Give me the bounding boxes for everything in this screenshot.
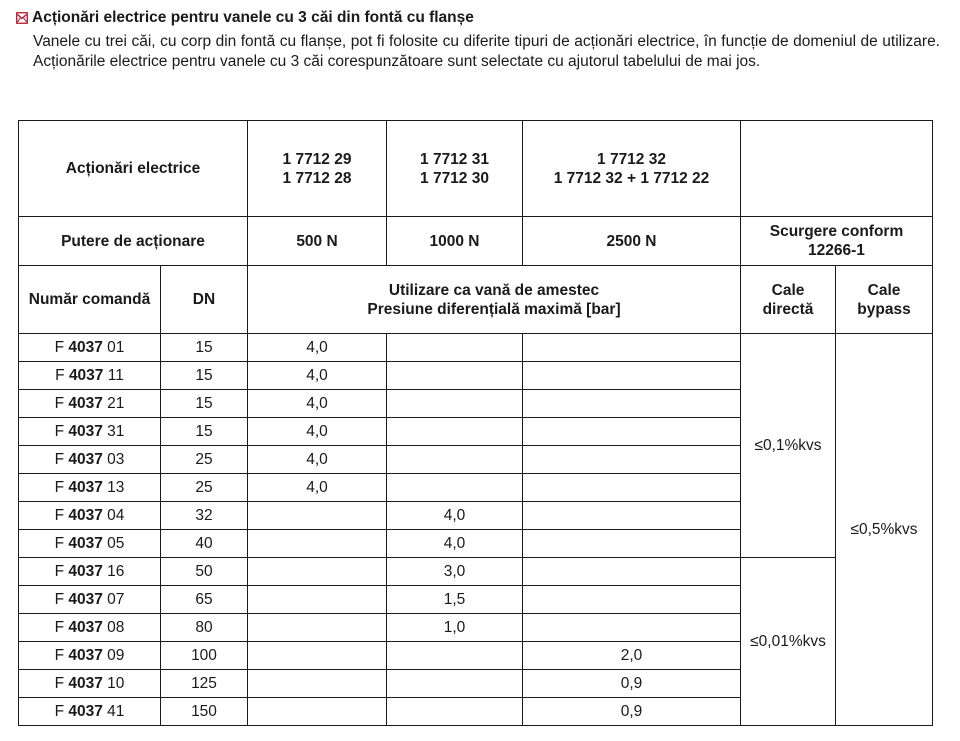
actuator-col-1: 1 7712 29 1 7712 28 [248, 121, 387, 217]
bypass-path-header: Cale bypass [836, 266, 933, 334]
actuator-col-2: 1 7712 31 1 7712 30 [387, 121, 523, 217]
pressure-cell-1000n [387, 390, 523, 418]
pressure-cell-1000n [387, 446, 523, 474]
header-row-force [19, 217, 933, 266]
dn-header: DN [161, 266, 248, 334]
pressure-cell-500n [248, 670, 387, 698]
pressure-cell-2500n [523, 586, 741, 614]
section-heading [16, 8, 946, 28]
table-row [19, 558, 933, 586]
leakage-standard-label: Scurgere conform 12266-1 [741, 217, 933, 266]
pressure-cell-500n: 4,0 [248, 446, 387, 474]
direct-leakage-cell-1: ≤0,1%kvs [741, 334, 836, 558]
order-number-cell: F 4037 08 [19, 614, 161, 642]
order-number-cell: F 4037 04 [19, 502, 161, 530]
pressure-cell-2500n: 2,0 [523, 642, 741, 670]
pressure-cell-2500n [523, 558, 741, 586]
pressure-cell-2500n: 0,9 [523, 698, 741, 726]
actuator-empty-cell [741, 121, 933, 217]
dn-cell: 25 [161, 474, 248, 502]
dn-cell: 65 [161, 586, 248, 614]
pressure-cell-1000n [387, 362, 523, 390]
order-number-cell: F 4037 10 [19, 670, 161, 698]
pressure-cell-2500n [523, 362, 741, 390]
dn-cell: 15 [161, 362, 248, 390]
dn-cell: 40 [161, 530, 248, 558]
force-col-1: 500 N [248, 217, 387, 266]
direct-leakage-cell-2: ≤0,01%kvs [741, 558, 836, 726]
pressure-cell-500n [248, 642, 387, 670]
pressure-cell-2500n [523, 446, 741, 474]
pressure-cell-1000n [387, 474, 523, 502]
order-number-cell: F 4037 13 [19, 474, 161, 502]
pressure-cell-500n: 4,0 [248, 362, 387, 390]
actuator-selection-table [18, 120, 933, 726]
pressure-cell-1000n [387, 642, 523, 670]
pressure-cell-500n [248, 530, 387, 558]
intro-paragraph: Vanele cu trei căi, cu corp din fontă cu flanșe, pot fi folosite cu diferite tipuri de acționări electrice, în funcție de domeniul de utilizare. Acționările electrice pentru vanele cu 3 căi corespunzătoare sunt selectate cu ajutorul tabelului de mai jos. [33, 33, 940, 70]
order-number-cell: F 4037 05 [19, 530, 161, 558]
dn-cell: 50 [161, 558, 248, 586]
pressure-cell-1000n: 1,0 [387, 614, 523, 642]
pressure-cell-2500n [523, 502, 741, 530]
table-row [19, 334, 933, 362]
pressure-cell-500n [248, 502, 387, 530]
order-number-header: Număr comandă [19, 266, 161, 334]
actuator-col-3: 1 7712 32 1 7712 32 + 1 7712 22 [523, 121, 741, 217]
dn-cell: 100 [161, 642, 248, 670]
usage-header: Utilizare ca vană de amestec Presiune diferențială maximă [bar] [248, 266, 741, 334]
dn-cell: 32 [161, 502, 248, 530]
pressure-cell-500n [248, 614, 387, 642]
pressure-cell-500n: 4,0 [248, 390, 387, 418]
direct-path-header: Cale directă [741, 266, 836, 334]
pressure-cell-1000n: 3,0 [387, 558, 523, 586]
dn-cell: 80 [161, 614, 248, 642]
order-number-cell: F 4037 07 [19, 586, 161, 614]
section-title: Acționări electrice pentru vanele cu 3 căi din fontă cu flanșe [32, 9, 474, 26]
dn-cell: 15 [161, 390, 248, 418]
pressure-cell-1000n: 4,0 [387, 502, 523, 530]
pressure-cell-500n: 4,0 [248, 474, 387, 502]
pressure-cell-500n [248, 586, 387, 614]
header-row-columns [19, 266, 933, 334]
order-number-cell: F 4037 21 [19, 390, 161, 418]
order-number-cell: F 4037 11 [19, 362, 161, 390]
pressure-cell-2500n [523, 614, 741, 642]
pressure-cell-2500n [523, 334, 741, 362]
dn-cell: 150 [161, 698, 248, 726]
pressure-cell-500n: 4,0 [248, 418, 387, 446]
order-number-cell: F 4037 16 [19, 558, 161, 586]
pressure-cell-2500n [523, 418, 741, 446]
force-col-2: 1000 N [387, 217, 523, 266]
order-number-cell: F 4037 09 [19, 642, 161, 670]
dn-cell: 25 [161, 446, 248, 474]
bypass-leakage-cell: ≤0,5%kvs [836, 334, 933, 726]
pressure-cell-500n [248, 558, 387, 586]
dn-cell: 15 [161, 418, 248, 446]
envelope-icon [16, 12, 28, 24]
force-col-3: 2500 N [523, 217, 741, 266]
order-number-cell: F 4037 41 [19, 698, 161, 726]
force-label: Putere de acționare [19, 217, 248, 266]
pressure-cell-2500n [523, 390, 741, 418]
actuators-label: Acționări electrice [19, 121, 248, 217]
pressure-cell-1000n [387, 418, 523, 446]
pressure-cell-1000n [387, 698, 523, 726]
pressure-cell-2500n: 0,9 [523, 670, 741, 698]
pressure-cell-500n: 4,0 [248, 334, 387, 362]
order-number-cell: F 4037 01 [19, 334, 161, 362]
header-row-actuators [19, 121, 933, 217]
pressure-cell-1000n [387, 670, 523, 698]
pressure-cell-2500n [523, 530, 741, 558]
order-number-cell: F 4037 03 [19, 446, 161, 474]
dn-cell: 15 [161, 334, 248, 362]
pressure-cell-1000n: 4,0 [387, 530, 523, 558]
dn-cell: 125 [161, 670, 248, 698]
pressure-cell-500n [248, 698, 387, 726]
order-number-cell: F 4037 31 [19, 418, 161, 446]
pressure-cell-2500n [523, 474, 741, 502]
pressure-cell-1000n [387, 334, 523, 362]
pressure-cell-1000n: 1,5 [387, 586, 523, 614]
